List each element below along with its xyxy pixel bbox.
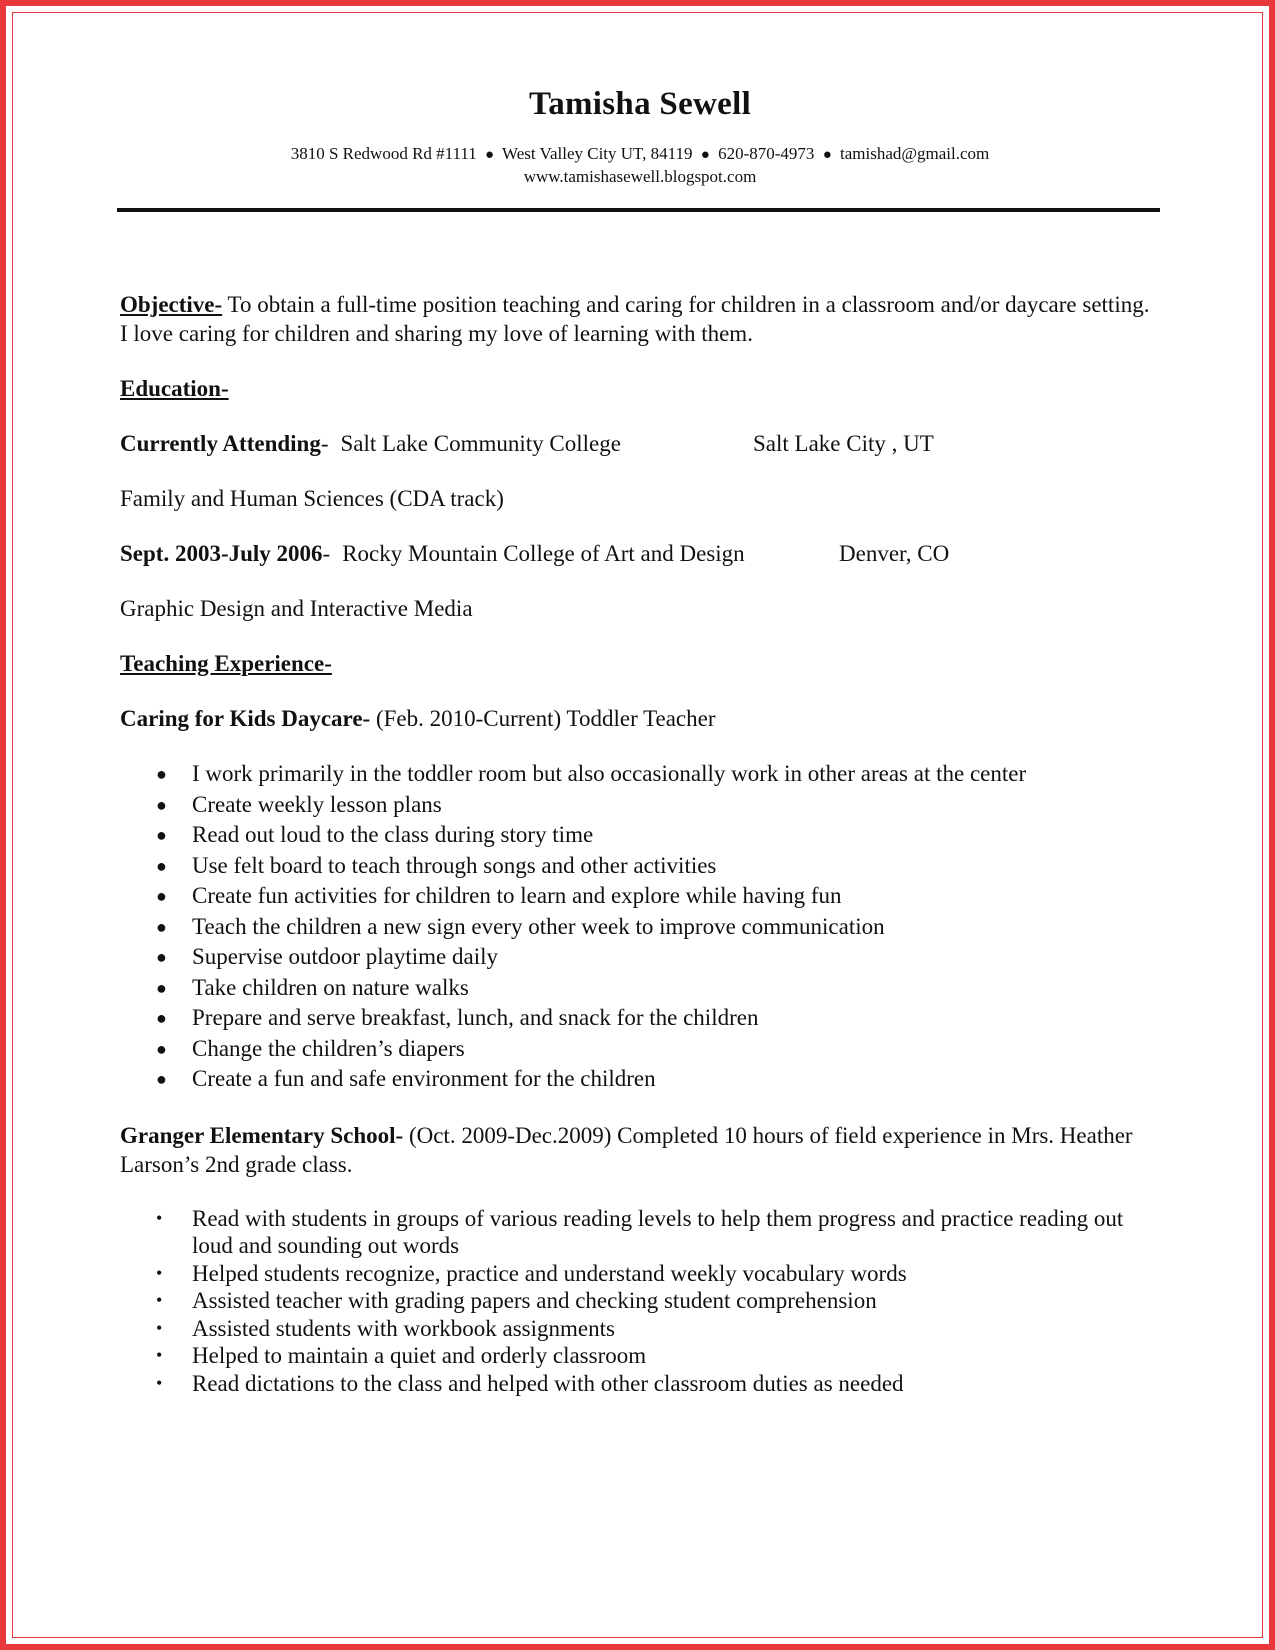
list-item xyxy=(120,1205,1160,1260)
education-program: Graphic Design and Interactive Media xyxy=(120,596,473,621)
education-date: Sept. 2003-July 2006 xyxy=(120,541,323,566)
bullet-icon: • xyxy=(156,1262,163,1283)
bullet-icon: ● xyxy=(156,1038,167,1059)
bullet-icon: ● xyxy=(156,947,167,967)
bullet-icon: • xyxy=(156,1207,163,1228)
education-location: Denver, CO xyxy=(839,541,950,566)
job-title-line xyxy=(120,1121,1160,1179)
list-item xyxy=(120,1370,1160,1398)
duty-text: Read dictations to the class and helped with other classroom duties as needed xyxy=(192,1370,904,1396)
bullet-icon: • xyxy=(156,1317,163,1338)
duty-text: Read out loud to the class during story time xyxy=(192,822,594,847)
bullet-icon: ● xyxy=(156,886,167,906)
education-program: Family and Human Sciences (CDA track) xyxy=(120,486,504,511)
list-item xyxy=(120,973,1160,1004)
job-details: (Feb. 2010-Current) Toddler Teacher xyxy=(370,706,716,731)
resume-page xyxy=(120,86,1160,1397)
job-duties-list xyxy=(120,759,1160,1095)
duty-text: Take children on nature walks xyxy=(192,974,469,1000)
objective-section xyxy=(120,290,1160,348)
education-date: Currently Attending xyxy=(120,431,321,456)
objective-label: Objective- xyxy=(120,292,223,317)
list-item xyxy=(120,759,1160,790)
website: www.tamishasewell.blogspot.com xyxy=(523,167,757,186)
duty-text: Helped students recognize, practice and understand weekly vocabulary words xyxy=(192,1260,907,1286)
duty-text: I work primarily in the toddler room but also occasionally work in other areas at the center xyxy=(192,761,1027,786)
city: West Valley City UT, 84119 xyxy=(502,144,693,163)
bullet-icon: ● xyxy=(156,916,167,937)
list-item xyxy=(120,1064,1160,1095)
duty-text: Teach the children a new sign every other week to improve communication xyxy=(192,913,885,939)
duty-text: Prepare and serve breakfast, lunch, and snack for the children xyxy=(192,1005,759,1030)
list-item xyxy=(120,1260,1160,1288)
duty-text: Helped to maintain a quiet and orderly classroom xyxy=(192,1343,647,1368)
objective-text: To obtain a full-time position teaching and caring for children in a classroom and/or daycare setting. I love caring for children and sharing my love of learning with them. xyxy=(120,292,1150,346)
list-item xyxy=(120,1034,1160,1065)
list-item xyxy=(120,820,1160,851)
bullet-icon: ● xyxy=(156,1069,167,1089)
email: tamishad@gmail.com xyxy=(840,144,990,163)
separator-dot: ● xyxy=(822,147,832,163)
job-title-line xyxy=(120,704,1160,733)
duty-text: Create a fun and safe environment for the children xyxy=(192,1066,656,1091)
list-item xyxy=(120,1315,1160,1343)
list-item xyxy=(120,790,1160,821)
bullet-icon: • xyxy=(156,1290,163,1310)
bullet-icon: ● xyxy=(156,1008,167,1028)
separator-dot: ● xyxy=(485,147,495,163)
bullet-icon: • xyxy=(156,1345,163,1365)
duty-text: Change the children’s diapers xyxy=(192,1035,465,1061)
job-duties-list xyxy=(120,1205,1160,1398)
separator-dot: ● xyxy=(700,147,710,163)
job-employer: Caring for Kids Daycare- xyxy=(120,706,371,731)
address: 3810 S Redwood Rd #1111 xyxy=(290,144,477,163)
duty-text: Assisted teacher with grading papers and checking student comprehension xyxy=(192,1288,877,1313)
duty-text: Use felt board to teach through songs and other activities xyxy=(192,852,717,878)
education-heading xyxy=(120,374,1160,403)
resume-name: Tamisha Sewell xyxy=(528,86,752,122)
education-label: Education- xyxy=(120,376,229,401)
duty-text: Create fun activities for children to learn and explore while having fun xyxy=(192,883,842,908)
education-location: Salt Lake City , UT xyxy=(753,431,934,456)
header-divider xyxy=(117,208,1160,212)
duty-text: Create weekly lesson plans xyxy=(192,791,442,817)
list-item xyxy=(120,851,1160,882)
list-item xyxy=(120,942,1160,973)
list-item xyxy=(120,1003,1160,1034)
list-item xyxy=(120,1287,1160,1315)
phone: 620-870-4973 xyxy=(718,144,815,163)
education-school: Rocky Mountain College of Art and Design xyxy=(342,541,745,566)
experience-label: Teaching Experience- xyxy=(120,651,332,676)
list-item xyxy=(120,881,1160,912)
education-entry xyxy=(120,429,1160,458)
education-school: Salt Lake Community College xyxy=(340,431,621,456)
list-item xyxy=(120,912,1160,943)
education-dash: - xyxy=(320,431,329,456)
duty-text: Assisted students with workbook assignments xyxy=(192,1315,615,1341)
education-entry xyxy=(120,539,1160,568)
bullet-icon: ● xyxy=(156,855,167,876)
bullet-icon: ● xyxy=(156,825,167,845)
list-item xyxy=(120,1342,1160,1370)
bullet-icon: ● xyxy=(156,794,167,815)
bullet-icon: ● xyxy=(156,764,167,784)
duty-text: Supervise outdoor playtime daily xyxy=(192,944,498,969)
bullet-icon: • xyxy=(156,1372,163,1393)
education-dash: - xyxy=(322,541,331,566)
job-employer: Granger Elementary School- xyxy=(120,1122,404,1148)
contact-info xyxy=(120,143,1160,188)
contact-line xyxy=(120,143,1160,166)
bullet-icon: ● xyxy=(156,977,167,998)
experience-heading xyxy=(120,649,1160,678)
duty-text: Read with students in groups of various reading levels to help them progress and practice reading out loud and sounding out words xyxy=(192,1205,1124,1258)
job-details: (Oct. 2009-Dec.2009) Completed 10 hours of field experience in Mrs. Heather Larson’s 2nd grade class. xyxy=(120,1122,1133,1177)
